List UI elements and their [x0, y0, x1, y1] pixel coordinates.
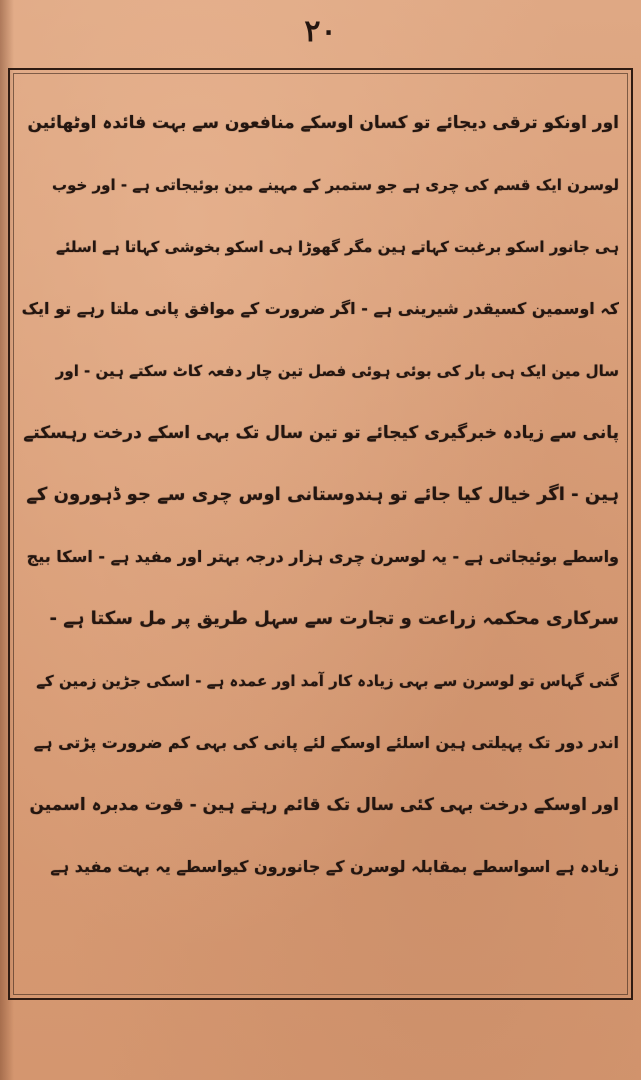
text-line-3: ہی جانور اسکو برغبت کہاتے ہین مگر گھوڑا ہی اسکو بخوشی کہاتا ہے اسلئے: [56, 238, 619, 256]
text-line-4: کہ اوسمین کسیقدر شیرینی ہے - اگر ضرورت کے موافق پانی ملتا رہے تو ایک: [22, 299, 619, 318]
text-line-13: زیادہ ہے اسواسطے بمقابلہ لوسرن کے جانورون کیواسطے یہ بہت مفید ہے: [50, 857, 619, 876]
text-line-2: لوسرن ایک قسم کی چری ہے جو ستمبر کے مہینے مین بوئیجاتی ہے - اور خوب: [52, 176, 619, 194]
body-text: [22, 92, 619, 898]
text-frame: [8, 68, 633, 1000]
text-line-10: گنی گہاس تو لوسرن سے بہی زیادہ کار آمد اور عمدہ ہے - اسکی جڑین زمین کے: [36, 672, 619, 690]
text-line-5: سال مین ایک ہی بار کی بوئی ہوئی فصل تین چار دفعہ کاٹ سکتے ہین - اور: [55, 362, 619, 380]
text-line-1: اور اونکو ترقی دیجائے تو کسان اوسکے منافعون سے بہت فائدہ اوٹھائین: [27, 113, 619, 133]
text-line-6: پانی سے زیادہ خبرگیری کیجائے تو تین سال تک بہی اسکے درخت رہسکتے: [23, 423, 619, 443]
page-number: ۲۰: [304, 14, 337, 49]
text-line-7: ہین - اگر خیال کیا جائے تو ہندوستانی اوس چری سے جو ڈہورون کے: [26, 484, 619, 505]
text-line-9: سرکاری محکمہ زراعت و تجارت سے سہل طریق پر مل سکتا ہے -: [49, 608, 619, 629]
text-line-12: اور اوسکے درخت بہی کئی سال تک قائم رہتے ہین - قوت مدبرہ اسمین: [29, 795, 619, 815]
text-line-11: اندر دور تک پہیلتی ہین اسلئے اوسکے لئے پانی کی بہی کم ضرورت پڑتی ہے: [33, 733, 619, 752]
text-line-8: واسطے بوئیجاتی ہے - یہ لوسرن چری ہزار درجہ بہتر اور مفید ہے - اسکا بیج: [26, 547, 619, 566]
